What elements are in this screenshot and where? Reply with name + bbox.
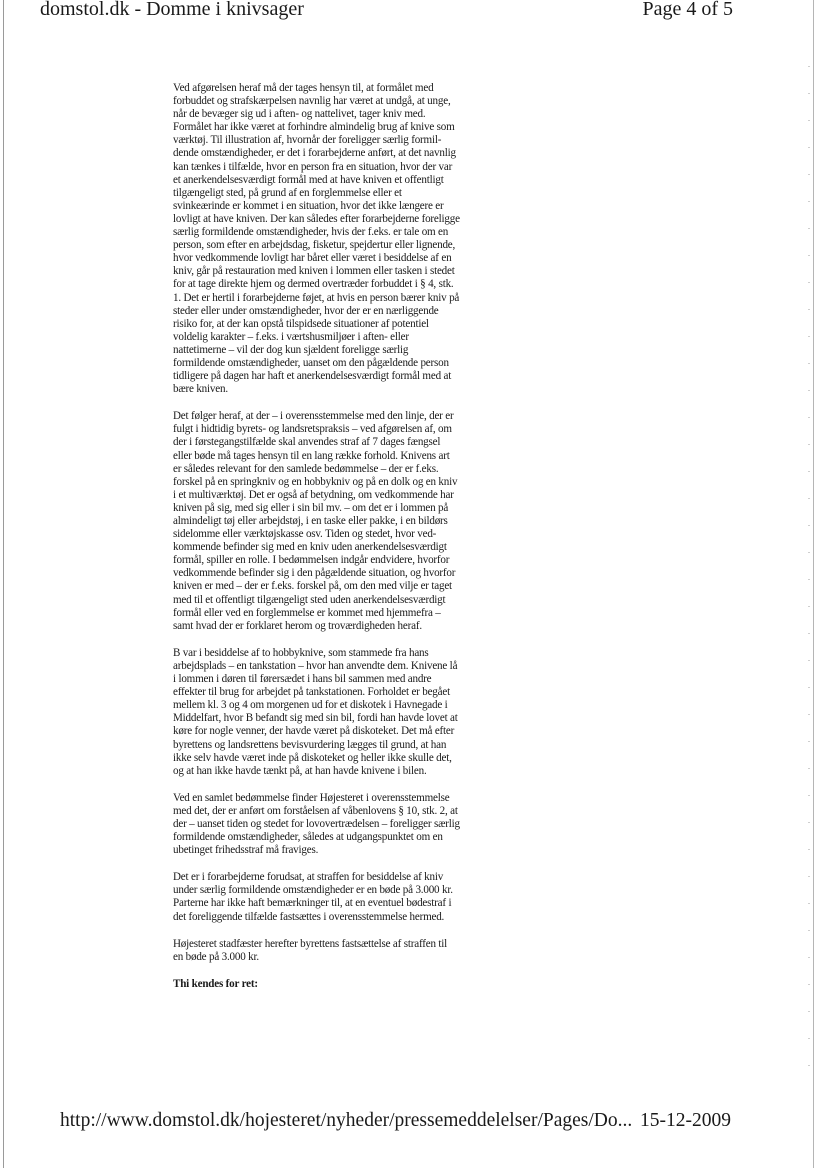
paragraph-line: Højesteret stadfæster herefter byrettens fastsættelse af straffen til bbox=[173, 937, 448, 950]
paragraph-line: formål, spiller en rolle. I bedømmelsen indgår endvidere, hvorfor bbox=[173, 554, 450, 567]
paragraph-line: kan tænkes i tilfælde, hvor en person fra en situation, hvor der var bbox=[173, 160, 453, 173]
paragraph-line: Middelfart, hvor B befandt sig med sin bil, fordi han havde lovet at bbox=[173, 712, 458, 725]
paragraph-line: effekter til brug for arbejdet på tankstationen. Forholdet er begået bbox=[173, 686, 450, 699]
paragraph-line: når de bevæger sig ud i aften- og nattelivet, tager kniv med. bbox=[173, 108, 426, 121]
paragraph-line: risiko for, at der kan opstå tilspidsede situationer af potentiel bbox=[173, 317, 429, 330]
paragraph-line: i lommen i døren til førersædet i hans bil sammen med andre bbox=[173, 673, 432, 686]
paragraph-line: voldelig karakter – f.eks. i værtshusmiljøer i aften- eller bbox=[173, 330, 409, 343]
paragraph-line: der i førstegangstilfælde skal anvendes straf af 7 dages fængsel bbox=[173, 436, 441, 449]
paragraph-line: forskel på en springkniv og en hobbykniv og på en dolk og en kniv bbox=[173, 475, 458, 488]
paragraph-line: bære kniven. bbox=[173, 383, 228, 396]
paragraph-line: formildende omstændigheder, uanset om den pågældende person bbox=[173, 356, 449, 369]
paragraph bbox=[173, 647, 503, 778]
print-header bbox=[0, 0, 825, 24]
paragraph-line: fulgt i hidtidig byrets- og landsretspraksis – ved afgørelsen af, om bbox=[173, 423, 452, 436]
paragraph-line: kniv, går på restauration med kniven i lommen eller tasken i stedet bbox=[173, 265, 455, 278]
page-counter: Page 4 of 5 bbox=[642, 0, 733, 20]
paragraph-line: er således relevant for den samlede bedømmelse – der er f.eks. bbox=[173, 462, 439, 475]
paragraph-line: hvor vedkommende lovligt har båret eller været i besiddelse af en bbox=[173, 252, 452, 265]
paragraph bbox=[173, 82, 503, 396]
paragraph-line: særlig formildende omstændigheder, hvis der f.eks. er tale om en bbox=[173, 226, 449, 239]
paragraph-line: almindeligt tøj eller arbejdstøj, i en taske eller pakke, i en bildørs bbox=[173, 515, 448, 527]
paragraph-line: 1. Det er hertil i forarbejderne føjet, at hvis en person bærer kniv på bbox=[173, 291, 460, 304]
paragraph-line: nattetimerne – vil der dog kun sjældent foreligge særlig bbox=[173, 343, 409, 356]
paragraph-line: køre for nogle venner, der havde været på diskoteket. Det må efter bbox=[173, 725, 455, 738]
paragraph-line: byrettens og landsrettens bevisvurdering lægges til grund, at han bbox=[173, 738, 447, 751]
paragraph-line: forbuddet og strafskærpelsen navnlig har været at undgå, at unge, bbox=[173, 95, 451, 108]
paragraph-line: der – uanset tiden og stedet for lovovertrædelsen – foreligger særlig bbox=[173, 817, 460, 830]
paragraph bbox=[173, 871, 503, 923]
page-title: domstol.dk - Domme i knivsager bbox=[40, 0, 304, 20]
paragraph-line: med til et offentligt tilgængeligt sted uden anerkendelsesværdigt bbox=[173, 593, 446, 606]
paragraph-line: dende omstændigheder, er det i forarbejderne anført, at det navnlig bbox=[173, 147, 456, 160]
print-date: 15-12-2009 bbox=[640, 1110, 731, 1131]
paragraph-line: kniven på sig, med sig eller i sin bil mv. – om det er i lommen på bbox=[173, 501, 449, 514]
paragraph-line: Parterne har ikke haft bemærkninger til, at en eventuel bødestraf i bbox=[173, 897, 452, 910]
paragraph-line: tilgængeligt sted, på grund af en forglemmelse eller et bbox=[173, 186, 402, 199]
paragraph-line: for at tage direkte hjem og dermed overtræder forbuddet i § 4, stk. bbox=[173, 278, 454, 291]
paragraph-line: under særlig formildende omstændigheder er en bøde på 3.000 kr. bbox=[173, 884, 453, 897]
closing-heading: Thi kendes for ret: bbox=[173, 977, 258, 990]
paragraph-line: ikke selv havde været inde på diskoteket og heller ikke skulle det, bbox=[173, 751, 452, 764]
paragraph-line: i et multiværktøj. Det er også af betydning, om vedkommende har bbox=[173, 488, 454, 501]
paragraph-line: tidligere på dagen har haft et anerkendelsesværdigt formål med at bbox=[173, 370, 452, 383]
paragraph-line: Det er i forarbejderne forudsat, at straffen for besiddelse af kniv bbox=[173, 871, 444, 884]
footer-url: http://www.domstol.dk/hojesteret/nyheder/pressemeddelelser/Pages/Do... bbox=[60, 1110, 633, 1131]
paragraph-line: formildende omstændigheder, således at udgangspunktet om en bbox=[173, 831, 443, 844]
paragraph-line: Ved afgørelsen heraf må der tages hensyn til, at formålet med bbox=[173, 82, 434, 94]
paragraph-line: svinkeærinde er kommet i en situation, hvor det ikke længere er bbox=[173, 199, 444, 212]
paragraph-line: Ved en samlet bedømmelse finder Højesteret i overensstemmelse bbox=[173, 791, 450, 804]
paragraph-line: kniven er med – der er f.eks. forskel på, om den med vilje er taget bbox=[173, 580, 452, 593]
scan-noise bbox=[808, 40, 810, 1080]
paragraph-line: mellem kl. 3 og 4 om morgenen ud for et diskotek i Havnegade i bbox=[173, 699, 448, 712]
paragraph-line: Det følger heraf, at der – i overensstemmelse med den linje, der er bbox=[173, 410, 454, 423]
scan-left-edge bbox=[3, 0, 4, 1168]
paragraphs bbox=[173, 82, 503, 964]
paragraph-line: steder eller under omstændigheder, hvor der er en nærliggende bbox=[173, 304, 439, 317]
paragraph-line: Formålet har ikke været at forhindre almindelig brug af knive som bbox=[173, 121, 455, 134]
paragraph-line: person, som efter en arbejdsdag, fisketur, spejdertur eller lignende, bbox=[173, 239, 456, 252]
paragraph-line: og at han ikke havde tænkt på, at han havde knivene i bilen. bbox=[173, 764, 427, 777]
paragraph-line: værktøj. Til illustration af, hvornår der foreligger særlig formil- bbox=[173, 134, 442, 147]
document-body bbox=[173, 82, 503, 991]
print-footer bbox=[60, 1108, 780, 1134]
paragraph-line: med det, der er anført om forståelsen af våbenlovens § 10, stk. 2, at bbox=[173, 804, 458, 817]
paragraph-line: et anerkendelsesværdigt formål med at have kniven et offentligt bbox=[173, 173, 444, 186]
paragraph-line: eller bøde må tages hensyn til en lang række forhold. Knivens art bbox=[173, 449, 450, 462]
paragraph-line: arbejdsplads – en tankstation – hvor han anvendte dem. Knivene lå bbox=[173, 659, 458, 672]
paragraph-line: samt hvad der er forklaret herom og troværdigheden heraf. bbox=[173, 619, 422, 632]
paragraph-line: ubetinget frihedsstraf må fraviges. bbox=[173, 844, 319, 857]
paragraph bbox=[173, 938, 503, 964]
paragraph-line: sidelomme eller værktøjskasse osv. Tiden og stedet, hvor ved- bbox=[173, 528, 437, 541]
paragraph-line: formål eller ved en forglemmelse er kommet med hjemmefra – bbox=[173, 606, 441, 619]
scan-right-edge bbox=[813, 0, 814, 1168]
paragraph-line: B var i besiddelse af to hobbyknive, som stammede fra hans bbox=[173, 646, 429, 659]
paragraph-line: det foreliggende tilfælde fastsættes i overensstemmelse hermed. bbox=[173, 910, 445, 923]
paragraph bbox=[173, 410, 503, 633]
paragraph-line: vedkommende befinder sig i den pågældende situation, og hvorfor bbox=[173, 567, 456, 580]
paragraph bbox=[173, 792, 503, 857]
paragraph-line: kommende befinder sig med en kniv uden anerkendelsesværdigt bbox=[173, 541, 447, 554]
paragraph-line: en bøde på 3.000 kr. bbox=[173, 950, 259, 963]
paragraph-line: lovligt at have kniven. Der kan således efter forarbejderne foreligge bbox=[173, 212, 460, 225]
